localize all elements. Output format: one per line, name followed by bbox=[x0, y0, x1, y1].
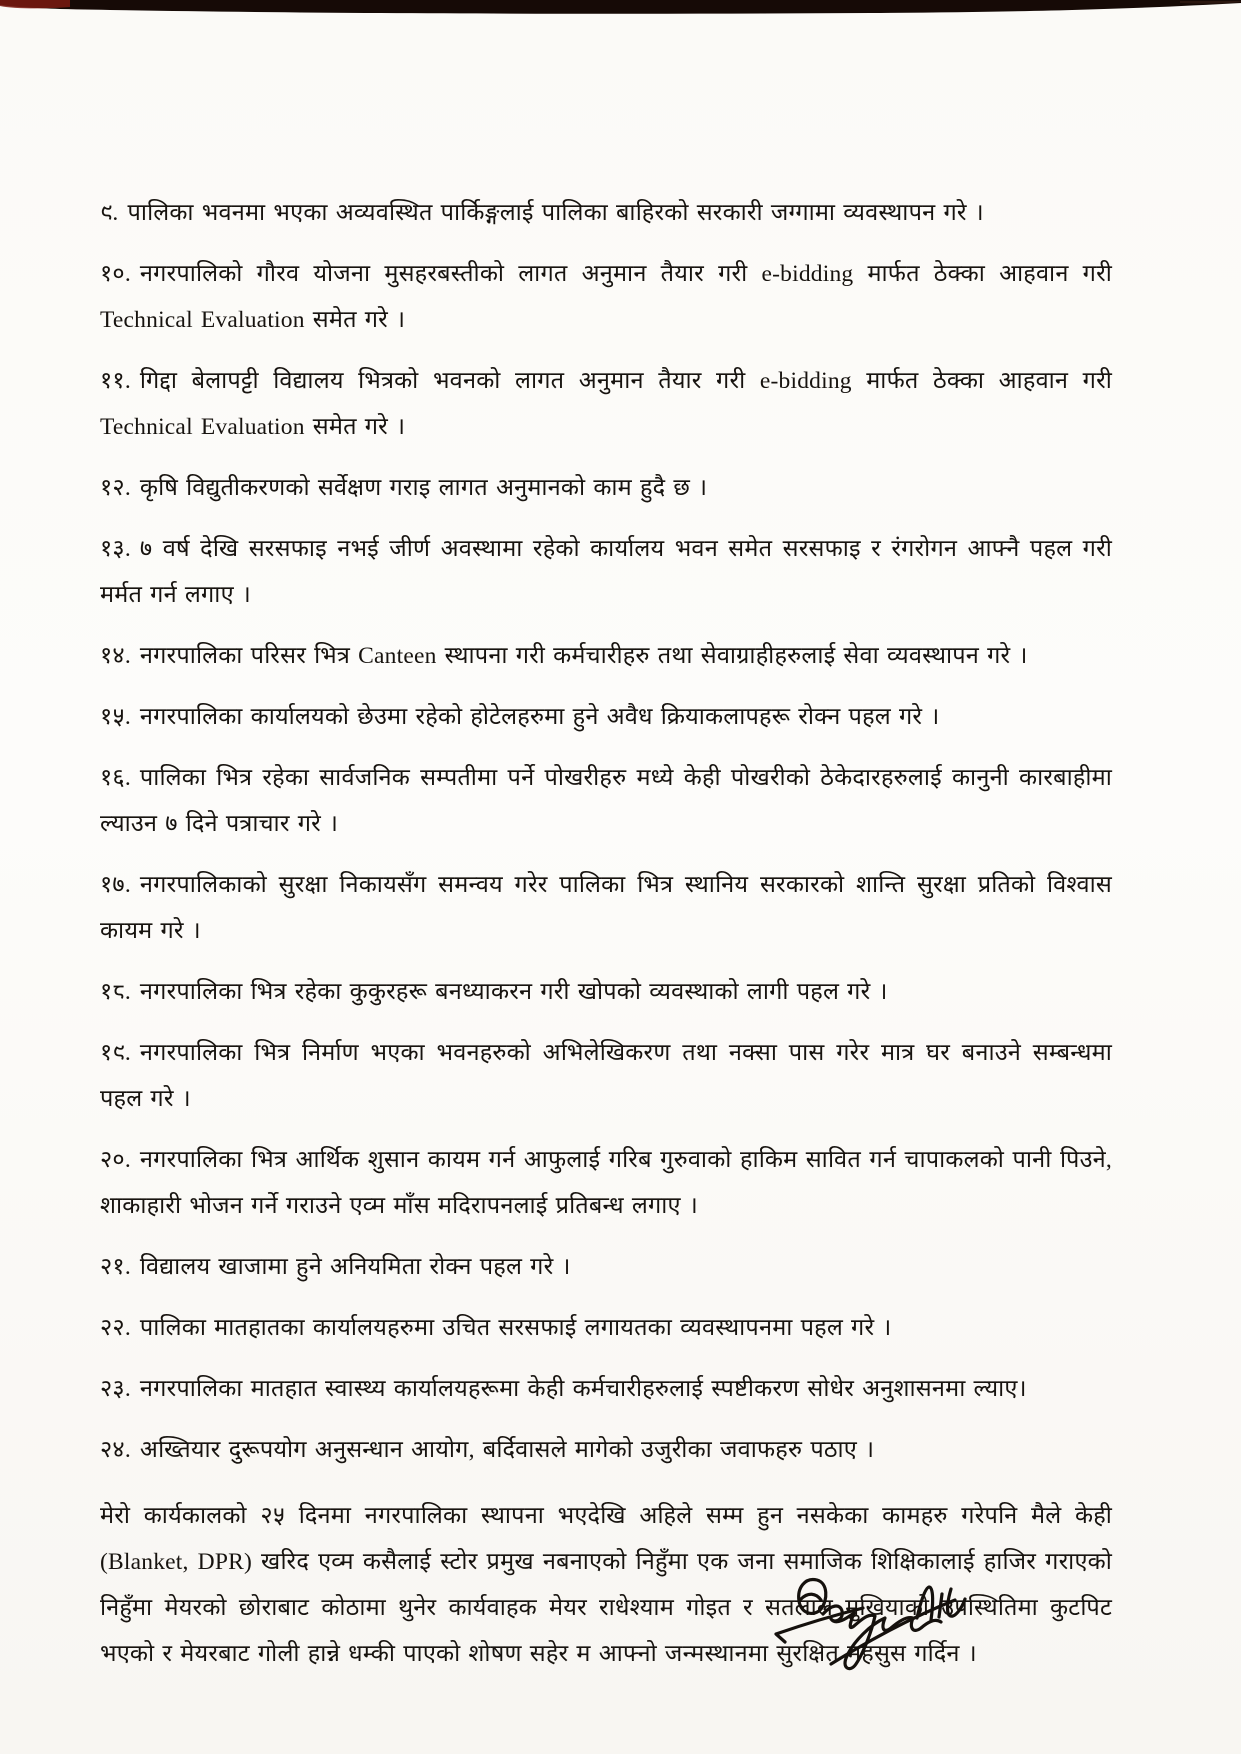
item-number: ९. bbox=[100, 200, 119, 226]
document-body bbox=[100, 190, 1112, 1692]
item-text: नगरपालिका मातहात स्वास्थ्य कार्यालयहरूमा केही कर्मचारीहरुलाई स्पष्टीकरण सोधेर अनुशासनमा ल्याए। bbox=[139, 1376, 1027, 1402]
item-number: २२. bbox=[100, 1315, 131, 1341]
list-item bbox=[100, 755, 1112, 847]
item-text: नगरपालिका परिसर भित्र Canteen स्थापना गरी कर्मचारीहरु तथा सेवाग्राहीहरुलाई सेवा व्यवस्थापन गरे । bbox=[139, 643, 1028, 669]
item-text: गिद्दा बेलापट्टी विद्यालय भित्रको भवनको लागत अनुमान तैयार गरी e-bidding मार्फत ठेक्का आहवान गरी Technical Evaluation समेत गरे । bbox=[100, 368, 1112, 440]
item-text: विद्यालय खाजामा हुने अनियमिता रोक्न पहल गरे । bbox=[139, 1254, 571, 1280]
item-text: कृषि विद्युतीकरणको सर्वेक्षण गराइ लागत अनुमानको काम हुदै छ । bbox=[139, 475, 708, 501]
item-number: १८. bbox=[100, 979, 131, 1005]
item-number: १४. bbox=[100, 643, 131, 669]
item-number: १२. bbox=[100, 475, 131, 501]
list-item bbox=[100, 694, 1112, 740]
list-item bbox=[100, 358, 1112, 450]
item-number: ११. bbox=[100, 368, 131, 394]
item-text: नगरपालिका भित्र आर्थिक शुसान कायम गर्न आफुलाई गरिब गुरुवाको हाकिम सावित गर्न चापाकलको पानी पिउने, शाकाहारी भोजन गर्ने गराउने एव्म माँस मदिरापनलाई प्रतिबन्ध लगाए । bbox=[100, 1147, 1112, 1219]
list-item bbox=[100, 465, 1112, 511]
list-item bbox=[100, 862, 1112, 954]
item-number: २०. bbox=[100, 1147, 131, 1173]
item-text: नगरपालिका भित्र निर्माण भएका भवनहरुको अभिलेखिकरण तथा नक्सा पास गरेर मात्र घर बनाउने सम्बन्धमा पहल गरे । bbox=[100, 1040, 1112, 1112]
item-text: अख्तियार दुरूपयोग अनुसन्धान आयोग, बर्दिवासले मागेको उजुरीका जवाफहरु पठाए । bbox=[139, 1437, 875, 1463]
list-item bbox=[100, 526, 1112, 618]
item-number: १५. bbox=[100, 704, 131, 730]
list-item bbox=[100, 633, 1112, 679]
item-text: नगरपालिकाको सुरक्षा निकायसँग समन्वय गरेर पालिका भित्र स्थानिय सरकारको शान्ति सुरक्षा प्रतिको विश्वास कायम गरे । bbox=[100, 872, 1112, 944]
item-number: १३. bbox=[100, 536, 131, 562]
item-number: १७. bbox=[100, 872, 131, 898]
item-number: १९. bbox=[100, 1040, 131, 1066]
item-text: पालिका भित्र रहेका सार्वजनिक सम्पतीमा पर्ने पोखरीहरु मध्ये केही पोखरीको ठेकेदारहरुलाई कानुनी कारबाहीमा ल्याउन ७ दिने पत्राचार गरे । bbox=[100, 765, 1112, 837]
item-number: १०. bbox=[100, 261, 131, 287]
item-text: ७ वर्ष देखि सरसफाइ नभई जीर्ण अवस्थामा रहेको कार्यालय भवन समेत सरसफाइ र रंगरोगन आफ्नै पहल गरी मर्मत गर्न लगाए । bbox=[100, 536, 1112, 608]
item-text: नगरपालिका कार्यालयको छेउमा रहेको होटेलहरुमा हुने अवैध क्रियाकलापहरू रोक्न पहल गरे । bbox=[139, 704, 940, 730]
item-text: नगरपालिका भित्र रहेका कुकुरहरू बनध्याकरन गरी खोपको व्यवस्थाको लागी पहल गरे । bbox=[139, 979, 888, 1005]
closing-paragraph: मेरो कार्यकालको २५ दिनमा नगरपालिका स्थापना भएदेखि अहिले सम्म हुन नसकेका कामहरु गरेपनि मैले केही (Blanket, DPR) खरिद एव्म कसैलाई स्टोर प्रमुख नबनाएको निहुँमा एक जना समाजिक शिक्षिकालाई हाजिर गराएको निहुँमा मेयरको छोराबाट कोठामा थुनेर कार्यवाहक मेयर राधेश्याम गोइत र सतलाल मुखियाको उपस्थितिमा कुटपिट भएको र मेयरबाट गोली हान्ने धम्की पाएको शोषण सहेर म आफ्नो जन्मस्थानमा सुरक्षित महसुस गर्दिन । bbox=[100, 1503, 1112, 1667]
signature bbox=[735, 1572, 1035, 1692]
list-item bbox=[100, 1030, 1112, 1122]
item-text: पालिका भवनमा भएका अव्यवस्थित पार्किङ्गलाई पालिका बाहिरको सरकारी जग्गामा व्यवस्थापन गरे । bbox=[127, 200, 984, 226]
item-text: पालिका मातहातका कार्यालयहरुमा उचित सरसफाई लगायतका व्यवस्थापनमा पहल गरे । bbox=[139, 1315, 892, 1341]
list-item bbox=[100, 1366, 1112, 1412]
item-number: २१. bbox=[100, 1254, 131, 1280]
list-item bbox=[100, 1137, 1112, 1229]
list-item bbox=[100, 190, 1112, 236]
list-item bbox=[100, 1244, 1112, 1290]
list-item bbox=[100, 251, 1112, 343]
item-number: २४. bbox=[100, 1437, 131, 1463]
list-item bbox=[100, 1305, 1112, 1351]
item-text: नगरपालिको गौरव योजना मुसहरबस्तीको लागत अनुमान तैयार गरी e-bidding मार्फत ठेक्का आहवान गरी Technical Evaluation समेत गरे । bbox=[100, 261, 1112, 333]
item-number: २३. bbox=[100, 1376, 131, 1402]
list-item bbox=[100, 1427, 1112, 1473]
item-number: १६. bbox=[100, 765, 131, 791]
list-item bbox=[100, 969, 1112, 1015]
scan-edge-artifact bbox=[0, 0, 1241, 24]
